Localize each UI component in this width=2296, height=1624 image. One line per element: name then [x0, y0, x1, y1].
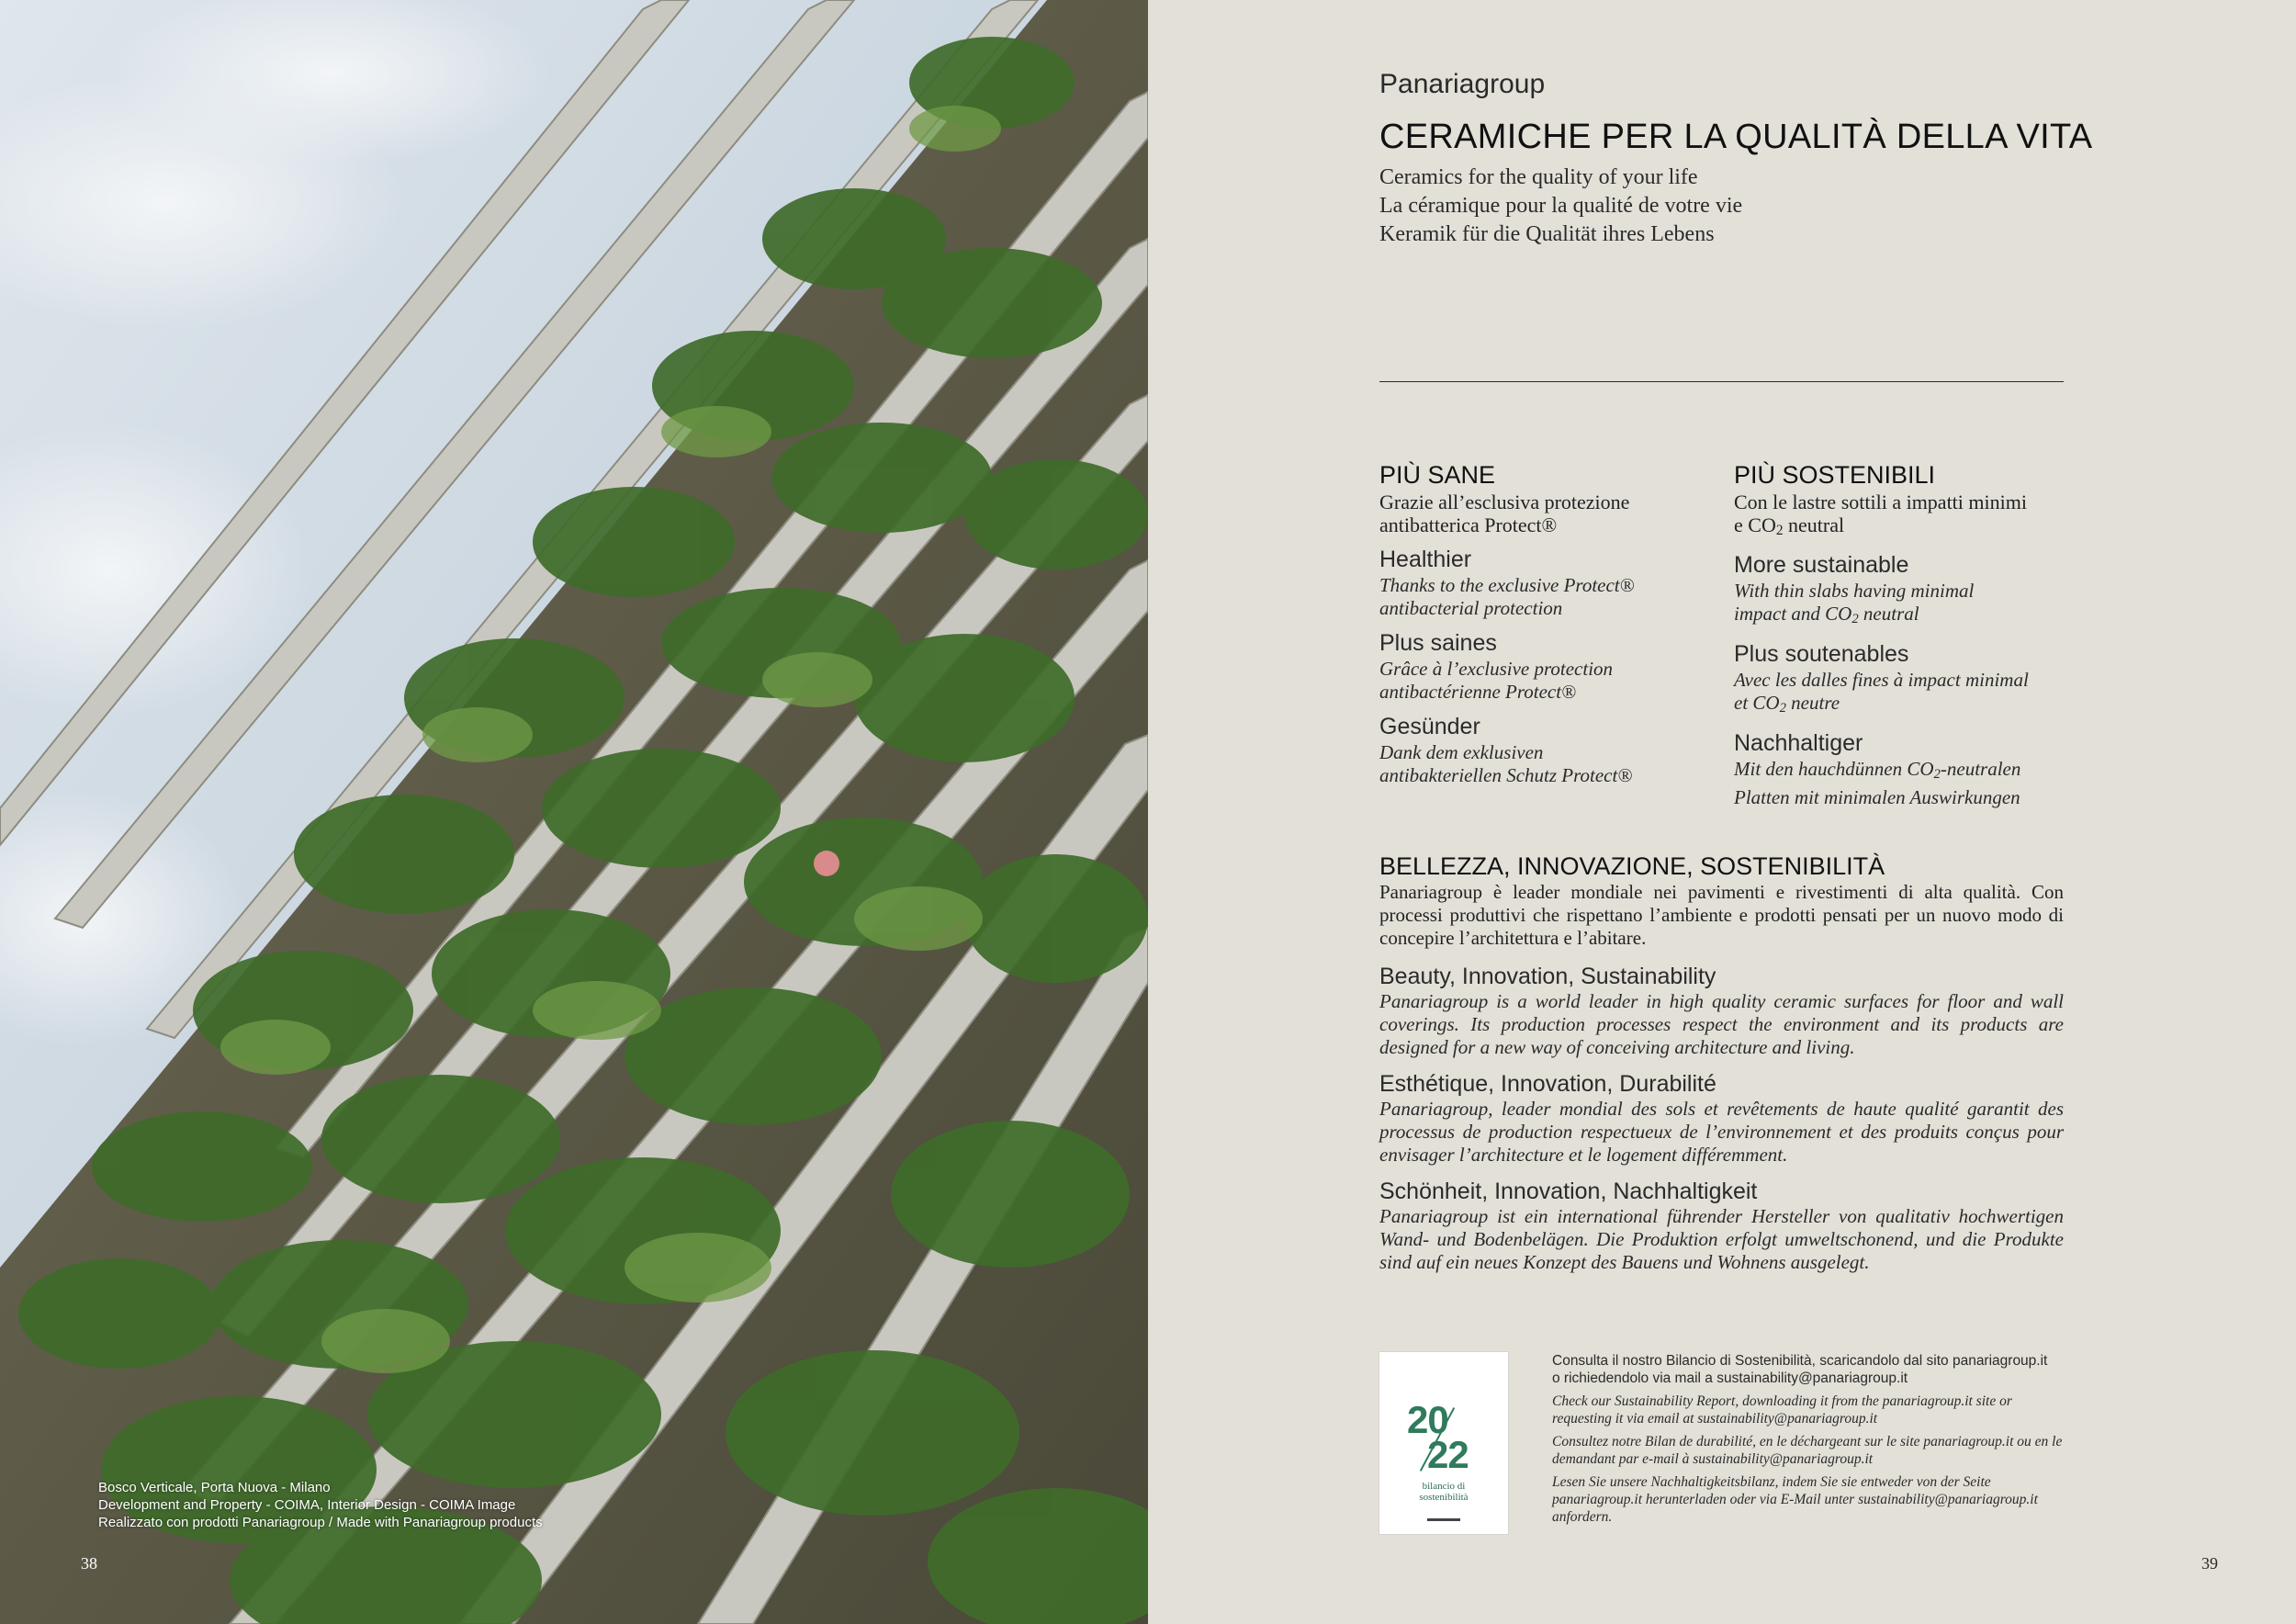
- section-title: PIÙ SANE: [1379, 461, 1496, 489]
- report-year-bottom: 22: [1427, 1433, 1469, 1476]
- text-page: [1148, 0, 2296, 1624]
- subtitle-list: [1379, 164, 1742, 249]
- lang-line: antibactérienne Protect®: [1379, 681, 1577, 703]
- section-body: Panariagroup è leader mondiale nei pavimenti e rivestimenti di alta qualità. Con processi produttivi che rispettano l’ambiente e prodotti pensati per un nuovo modo di concepire l’architettura e l’abitare.: [1379, 881, 2064, 949]
- lang-line: With thin slabs having minimal: [1734, 580, 1975, 603]
- section-intro: [1379, 491, 1724, 536]
- lang-line: Dank dem exklusiven: [1379, 741, 1544, 763]
- report-year-top: 20: [1407, 1398, 1448, 1441]
- lang-text: [1379, 574, 1724, 620]
- lang-block: [1379, 546, 1724, 620]
- photo-caption: [98, 1479, 543, 1531]
- page-number-right: 39: [2201, 1554, 2218, 1573]
- intro-line: e $CO_2$ neutral: [1734, 513, 1845, 539]
- lang-block: [1734, 551, 2078, 631]
- lang-line: et $CO_2$ neutre: [1734, 692, 1840, 716]
- lang-block: [1734, 640, 2078, 720]
- lang-heading: Plus soutenables: [1734, 641, 1909, 668]
- divider: [1379, 381, 2064, 382]
- subtitle-de: Keramik für die Qualität ihres Lebens: [1379, 222, 1715, 246]
- report-text-fr: Consultez notre Bilan de durabilité, en le déchargeant sur le site panariagroup.it ou en le demandant par e-mail à sustainability@panariagroup.it: [1552, 1434, 2063, 1467]
- lang-line: impact and $CO_2$ neutral: [1734, 603, 1919, 627]
- section-intro: [1734, 491, 2078, 542]
- lang-block: [1379, 963, 2293, 1059]
- lang-heading: Beauty, Innovation, Sustainability: [1379, 964, 1716, 989]
- lang-text: [1734, 580, 2078, 631]
- lang-line: Grâce à l’exclusive protection: [1379, 658, 1614, 680]
- caption-line: Bosco Verticale, Porta Nuova - Milano: [98, 1480, 331, 1495]
- report-info: [1552, 1352, 2066, 1531]
- report-text-it: [1552, 1352, 2066, 1387]
- lang-line: antibacterial protection: [1379, 597, 1563, 619]
- lang-text: [1379, 741, 1724, 787]
- lang-line: Thanks to the exclusive Protect®: [1379, 574, 1635, 596]
- section-piu-sostenibili: [1734, 461, 2078, 818]
- lang-block: [1379, 1070, 2293, 1167]
- lang-text: Panariagroup ist ein international führender Hersteller von qualitativ hochwertigen Wand- und Bodenbelägen. Die Produktion erfolgt umweltschonend, und die Produkte sind auf ein neues Konzept des Bauens und Wohnens ausgelegt.: [1379, 1205, 2064, 1273]
- section-title: PIÙ SOSTENIBILI: [1734, 461, 1936, 489]
- report-text-en: Check our Sustainability Report, downloading it from the panariagroup.it site or requesting it via email at sustainability@panariagroup.it: [1552, 1393, 2012, 1427]
- lang-text: Panariagroup, leader mondial des sols et revêtements de haute qualité garantit des processus de production respectueux de l’environnement et des produits conçus pour envisager l’architecture et le logement différemment.: [1379, 1098, 2064, 1166]
- lang-heading: Schönheit, Innovation, Nachhaltigkeit: [1379, 1179, 1758, 1204]
- lang-heading: Healthier: [1379, 547, 1472, 572]
- subtitle-fr: La céramique pour la qualité de votre vie: [1379, 194, 1743, 218]
- lang-line: Platten mit minimalen Auswirkungen: [1734, 785, 2020, 808]
- lang-text: Panariagroup is a world leader in high quality ceramic surfaces for floor and wall coverings. Its production processes respect the environment and its products are designed for a new way of conceiving architecture and living.: [1379, 990, 2064, 1058]
- section-bellezza: [1379, 852, 2293, 1285]
- caption-line: Development and Property - COIMA, Interior Design - COIMA Image: [98, 1497, 516, 1513]
- lang-block: [1379, 629, 1724, 704]
- report-label: [1379, 1481, 1508, 1503]
- section-piu-sane: [1379, 461, 1724, 796]
- lang-line: Avec les dalles fines à impact minimal: [1734, 669, 2029, 692]
- report-footer-mark: [1427, 1518, 1460, 1521]
- lang-text: [1734, 669, 2078, 720]
- report-line: Consulta il nostro Bilancio di Sostenibilità, scaricandolo dal sito panariagroup.it: [1552, 1353, 2048, 1369]
- sustainability-report-cover[interactable]: [1379, 1352, 1508, 1534]
- lang-block: [1379, 1178, 2293, 1274]
- page-number-left: 38: [81, 1554, 97, 1573]
- lang-heading: Plus saines: [1379, 630, 1497, 656]
- lang-line: antibakteriellen Schutz Protect®: [1379, 764, 1633, 786]
- lang-line: Mit den hauchdünnen $CO_2$-neutralen: [1734, 757, 2021, 782]
- intro-line: Grazie all’esclusiva protezione: [1379, 491, 1630, 513]
- section-title: BELLEZZA, INNOVAZIONE, SOSTENIBILITÀ: [1379, 852, 1885, 880]
- intro-line: antibatterica Protect®: [1379, 513, 1558, 536]
- lang-block: [1379, 713, 1724, 787]
- lang-text: [1379, 658, 1724, 704]
- page-title: CERAMICHE PER LA QUALITÀ DELLA VITA: [1379, 118, 2093, 156]
- lang-text: [1734, 758, 2078, 809]
- caption-line: Realizzato con prodotti Panariagroup / Made with Panariagroup products: [98, 1515, 543, 1530]
- lang-heading: Esthétique, Innovation, Durabilité: [1379, 1071, 1716, 1097]
- report-label-line: sostenibilità: [1419, 1492, 1469, 1503]
- lang-heading: Gesünder: [1379, 714, 1480, 739]
- brand-name: Panariagroup: [1379, 69, 1546, 99]
- lang-heading: More sustainable: [1734, 552, 1909, 579]
- subtitle-en: Ceramics for the quality of your life: [1379, 165, 1698, 189]
- lang-heading: Nachhaltiger: [1734, 729, 1863, 756]
- intro-line: Con le lastre sottili a impatti minimi: [1734, 491, 2027, 513]
- report-line: o richiedendolo via mail a sustainability@panariagroup.it: [1552, 1370, 1908, 1386]
- report-text-de: Lesen Sie unsere Nachhaltigkeitsbilanz, indem Sie sie entweder von der Seite panariagroup.it herunterladen oder via E-Mail unter sustainability@panariagroup.it anfordern.: [1552, 1474, 2038, 1525]
- lang-block: [1734, 729, 2078, 809]
- report-label-line: bilancio di: [1422, 1481, 1466, 1492]
